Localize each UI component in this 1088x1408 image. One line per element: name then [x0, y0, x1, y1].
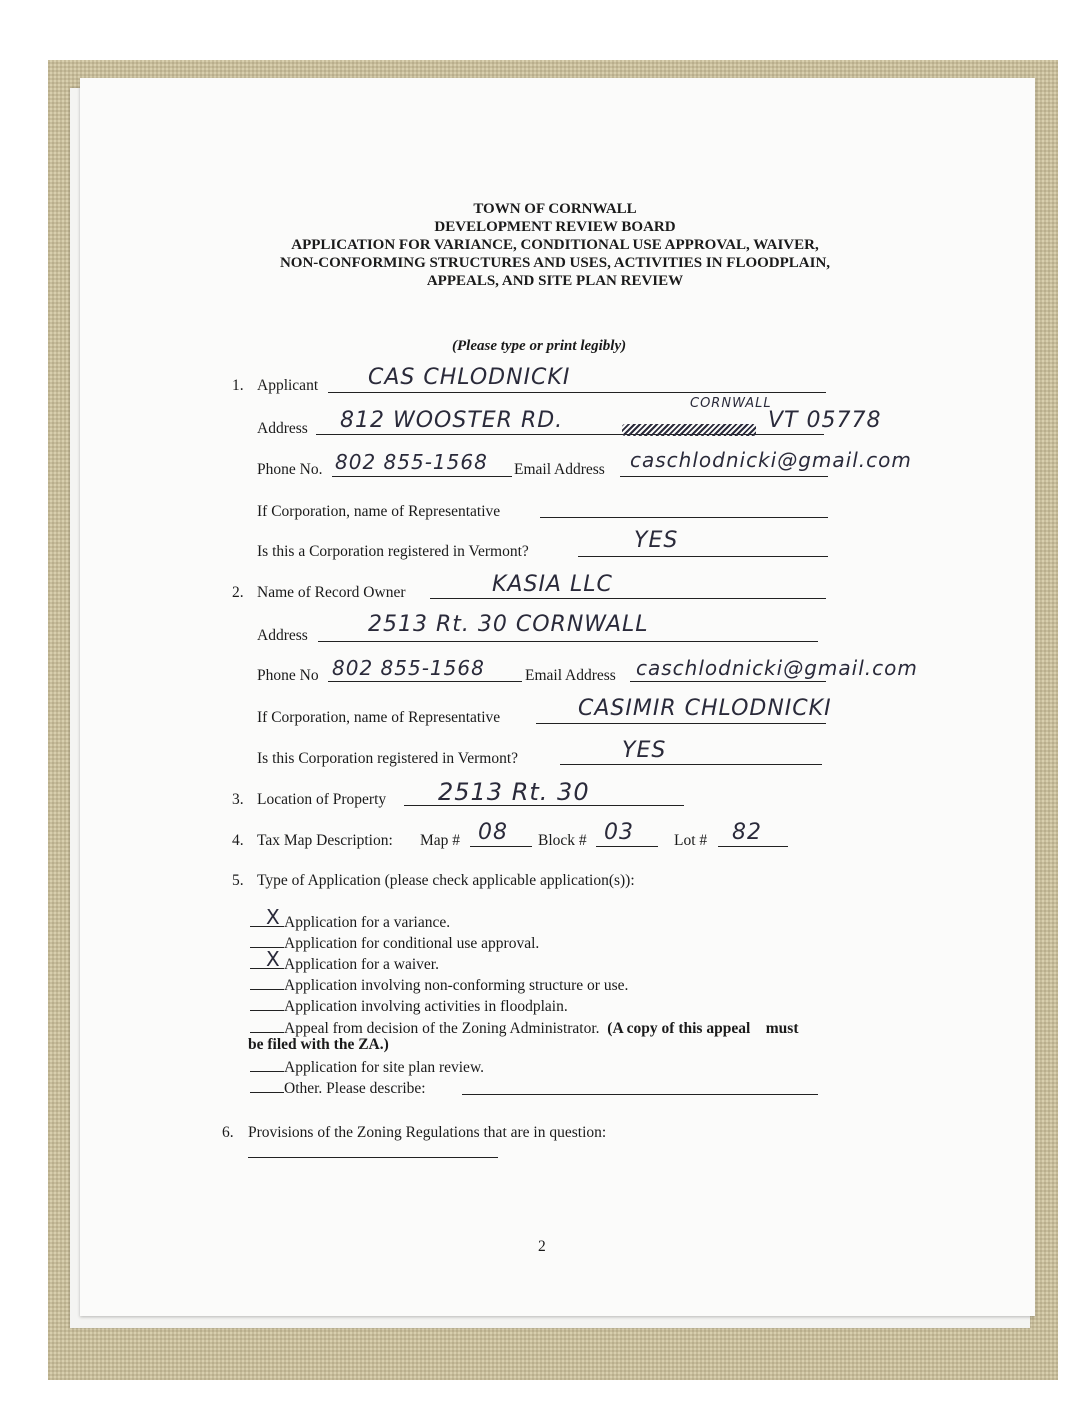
phone-1-line — [332, 476, 512, 477]
rep-1-line — [540, 517, 828, 518]
check-blank[interactable] — [250, 1078, 284, 1093]
section-3-number: 3. — [232, 791, 244, 808]
check-blank[interactable] — [250, 1018, 284, 1033]
option-floodplain[interactable] — [250, 996, 568, 1016]
lot-number-value[interactable]: 82 — [732, 820, 762, 845]
location-value[interactable]: 2513 Rt. 30 — [438, 778, 590, 806]
rep-2-value[interactable]: CASIMIR CHLODNICKI — [578, 696, 832, 721]
applicant-line — [328, 392, 826, 393]
lot-number-line — [718, 846, 788, 847]
check-blank[interactable] — [250, 975, 284, 990]
location-label: Location of Property — [257, 791, 387, 808]
option-appeal[interactable] — [250, 1018, 799, 1038]
legibility-note: (Please type or print legibly) — [452, 338, 627, 354]
check-blank[interactable] — [250, 933, 284, 948]
header-line-appeals: APPEALS, AND SITE PLAN REVIEW — [426, 273, 684, 289]
address-1-state-zip[interactable]: VT 05778 — [768, 408, 882, 433]
option-other[interactable] — [250, 1078, 426, 1098]
provisions-label: Provisions of the Zoning Regulations that are in question: — [248, 1124, 607, 1141]
registered-1-label: Is this a Corporation registered in Vermont? — [257, 543, 529, 560]
appeal-note-c: be filed with the ZA.) — [248, 1036, 389, 1053]
other-description-line[interactable] — [462, 1094, 818, 1095]
address-2-value[interactable]: 2513 Rt. 30 CORNWALL — [368, 612, 649, 637]
address-2-label: Address — [257, 627, 308, 644]
block-number-line — [596, 846, 658, 847]
check-blank[interactable] — [250, 996, 284, 1011]
crossed-out-text — [622, 424, 756, 436]
phone-2-line — [328, 681, 522, 682]
header-line-structures: NON-CONFORMING STRUCTURES AND USES, ACTIVITIES IN FLOODPLAIN, — [279, 255, 831, 271]
address-2-line — [318, 641, 818, 642]
application-type-label: Type of Application (please check applicable application(s)): — [257, 872, 635, 889]
option-label: Application involving activities in floodplain. — [284, 998, 568, 1015]
section-5-number: 5. — [232, 872, 244, 889]
email-2-label: Email Address — [525, 667, 616, 684]
appeal-note-a: (A copy of this appeal — [607, 1020, 751, 1037]
phone-2-value[interactable]: 802 855-1568 — [332, 656, 485, 680]
registered-1-value[interactable]: YES — [634, 528, 679, 553]
option-non-conforming[interactable] — [250, 975, 628, 995]
owner-line — [430, 598, 826, 599]
option-variance[interactable] — [250, 912, 450, 932]
applicant-value[interactable]: CAS CHLODNICKI — [368, 365, 571, 390]
check-mark-variance: X — [266, 905, 280, 929]
option-site-plan[interactable] — [250, 1057, 484, 1077]
email-2-value[interactable]: caschlodnicki@gmail.com — [636, 656, 918, 680]
section-2-number: 2. — [232, 584, 244, 601]
option-label: Application for a waiver. — [284, 956, 439, 973]
section-1-number: 1. — [232, 377, 244, 394]
check-blank[interactable] — [250, 1057, 284, 1072]
map-number-line — [470, 846, 532, 847]
tax-map-label: Tax Map Description: — [257, 832, 393, 849]
page-number: 2 — [538, 1238, 546, 1255]
check-mark-waiver: X — [266, 947, 280, 971]
option-label: Application for a variance. — [284, 914, 451, 931]
option-label: Application for conditional use approval. — [284, 935, 540, 952]
registered-2-value[interactable]: YES — [622, 738, 667, 763]
header-title — [200, 200, 910, 290]
header-line-application: APPLICATION FOR VARIANCE, CONDITIONAL USE APPROVAL, WAIVER, — [291, 237, 819, 253]
map-number-value[interactable]: 08 — [478, 820, 508, 845]
address-1-label: Address — [257, 420, 308, 437]
phone-1-label: Phone No. — [257, 461, 323, 478]
option-conditional-use[interactable] — [250, 933, 539, 953]
option-label: Appeal from decision of the Zoning Administrator. — [284, 1020, 600, 1037]
header-line-town: TOWN OF CORNWALL — [473, 201, 637, 217]
block-number-value[interactable]: 03 — [604, 820, 634, 845]
owner-label: Name of Record Owner — [257, 584, 406, 601]
rep-2-line — [536, 723, 826, 724]
header-line-board: DEVELOPMENT REVIEW BOARD — [434, 219, 676, 235]
section-4-number: 4. — [232, 832, 244, 849]
applicant-label: Applicant — [257, 377, 319, 394]
email-1-label: Email Address — [514, 461, 605, 478]
section-6-number: 6. — [222, 1124, 234, 1141]
registered-1-line — [578, 556, 828, 557]
lot-number-label: Lot # — [674, 832, 708, 849]
block-number-label: Block # — [538, 832, 587, 849]
email-1-value[interactable]: caschlodnicki@gmail.com — [630, 448, 912, 472]
email-1-line — [620, 476, 828, 477]
appeal-note-b: must — [765, 1020, 799, 1037]
provisions-line[interactable] — [248, 1157, 498, 1158]
registered-2-label: Is this Corporation registered in Vermont? — [257, 750, 519, 767]
address-1-town[interactable]: CORNWALL — [690, 396, 772, 411]
rep-1-label: If Corporation, name of Representative — [257, 503, 501, 520]
owner-value[interactable]: KASIA LLC — [492, 572, 613, 597]
map-number-label: Map # — [420, 832, 461, 849]
email-2-line — [630, 681, 826, 682]
registered-2-line — [560, 764, 822, 765]
phone-2-label: Phone No — [257, 667, 319, 684]
option-label: Other. Please describe: — [284, 1080, 426, 1097]
rep-2-label: If Corporation, name of Representative — [257, 709, 501, 726]
phone-1-value[interactable]: 802 855-1568 — [335, 450, 488, 474]
option-label: Application for site plan review. — [284, 1059, 485, 1076]
option-label: Application involving non-conforming structure or use. — [284, 977, 629, 994]
address-1-value[interactable]: 812 WOOSTER RD. — [340, 408, 564, 433]
